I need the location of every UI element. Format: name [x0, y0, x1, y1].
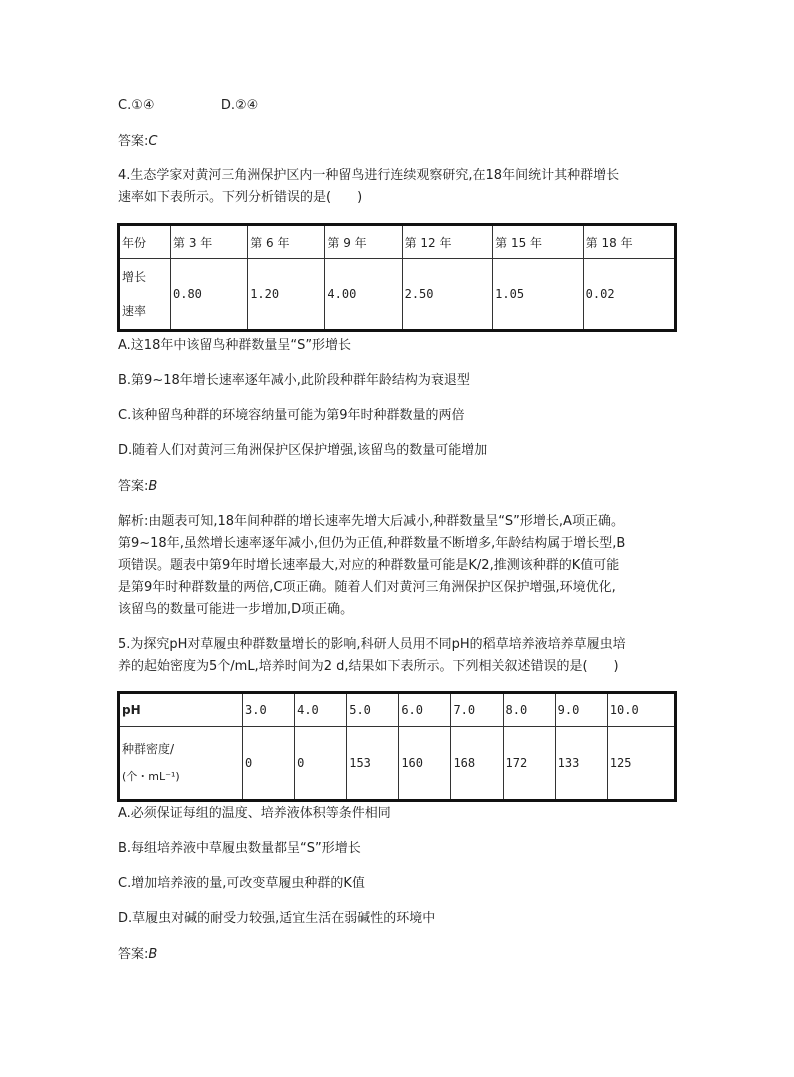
q4-analysis-line-5: 该留鸟的数量可能进一步增加,D项正确。	[118, 602, 354, 617]
table-header-cell: 7.0	[451, 693, 503, 727]
q5-ph-density-table	[117, 691, 677, 802]
table-cell: 168	[451, 727, 503, 801]
analysis-label: 解析:	[118, 514, 149, 529]
table-header-cell: 10.0	[607, 693, 675, 727]
q4-stem-line-1: 4.生态学家对黄河三角洲保护区内一种留鸟进行连续观察研究,在18年间统计其种群增长	[118, 168, 620, 183]
prev-options	[118, 95, 678, 117]
table-cell: 1.20	[248, 259, 325, 331]
q5-answer: 答案:B	[118, 947, 158, 962]
table-cell: 153	[347, 727, 399, 801]
table-header-cell: 第 15 年	[493, 225, 584, 259]
table-cell: 125	[607, 727, 675, 801]
table-row-label: 增长 速率	[119, 259, 171, 331]
q4-analysis-line-1: 解析:由题表可知,18年间种群的增长速率先增大后减小,种群数量呈“S”形增长,A项正确。	[118, 514, 624, 529]
table-cell: 4.00	[325, 259, 402, 331]
prev-option-d: D.②④	[220, 98, 259, 113]
table-row	[119, 259, 676, 331]
q4-stem-line-2: 速率如下表所示。下列分析错误的是( )	[118, 190, 363, 205]
q5-option-d: D.草履虫对碱的耐受力较强,适宜生活在弱碱性的环境中	[118, 911, 436, 926]
table-cell: 133	[555, 727, 607, 801]
table-cell: 0.80	[171, 259, 248, 331]
q4-option-d: D.随着人们对黄河三角洲保护区保护增强,该留鸟的数量可能增加	[118, 443, 488, 458]
table-header-cell: 第 18 年	[583, 225, 675, 259]
q4-answer: 答案:B	[118, 479, 158, 494]
q4-option-a: A.这18年中该留鸟种群数量呈“S”形增长	[118, 338, 352, 353]
table-cell: 2.50	[402, 259, 493, 331]
q5-option-c: C.增加培养液的量,可改变草履虫种群的K值	[118, 876, 365, 891]
q4-analysis-line-3: 项错误。题表中第9年时增长速率最大,对应的种群数量可能是K/2,推测该种群的K值可能	[118, 558, 620, 573]
table-header-cell: pH	[119, 693, 243, 727]
table-header-cell: 年份	[119, 225, 171, 259]
table-cell: 0	[243, 727, 295, 801]
table-header-cell: 第 9 年	[325, 225, 402, 259]
table-cell: 1.05	[493, 259, 584, 331]
q5-stem-line-1: 5.为探究pH对草履虫种群数量增长的影响,科研人员用不同pH的稻草培养液培养草履虫培	[118, 637, 626, 652]
table-row	[119, 693, 676, 727]
prev-answer: 答案:C	[118, 134, 158, 149]
table-header-cell: 第 12 年	[402, 225, 493, 259]
table-cell: 172	[503, 727, 555, 801]
table-header-cell: 6.0	[399, 693, 451, 727]
table-row	[119, 727, 676, 801]
table-cell: 0.02	[583, 259, 675, 331]
q5-option-b: B.每组培养液中草履虫数量都呈“S”形增长	[118, 841, 361, 856]
table-cell: 0	[295, 727, 347, 801]
q4-option-c: C.该种留鸟种群的环境容纳量可能为第9年时种群数量的两倍	[118, 408, 465, 423]
q5-stem-line-2: 养的起始密度为5个/mL,培养时间为2 d,结果如下表所示。下列相关叙述错误的是( )	[118, 659, 619, 674]
table-header-cell: 第 6 年	[248, 225, 325, 259]
table-header-cell: 8.0	[503, 693, 555, 727]
table-header-cell: 4.0	[295, 693, 347, 727]
table-header-cell: 5.0	[347, 693, 399, 727]
q4-analysis-line-4: 是第9年时种群数量的两倍,C项正确。随着人们对黄河三角洲保护区保护增强,环境优化,	[118, 580, 616, 595]
q5-option-a: A.必须保证每组的温度、培养液体积等条件相同	[118, 806, 391, 821]
q4-growth-rate-table	[117, 223, 677, 332]
table-header-cell: 第 3 年	[171, 225, 248, 259]
table-row-label: 种群密度/ (个・mL⁻¹)	[119, 727, 243, 801]
table-row	[119, 225, 676, 259]
q4-option-b: B.第9~18年增长速率逐年减小,此阶段种群年龄结构为衰退型	[118, 373, 470, 388]
table-header-cell: 9.0	[555, 693, 607, 727]
table-cell: 160	[399, 727, 451, 801]
q4-analysis-line-2: 第9~18年,虽然增长速率逐年减小,但仍为正值,种群数量不断增多,年龄结构属于增长型,B	[118, 536, 626, 551]
table-header-cell: 3.0	[243, 693, 295, 727]
prev-option-c: C.①④	[118, 98, 155, 113]
